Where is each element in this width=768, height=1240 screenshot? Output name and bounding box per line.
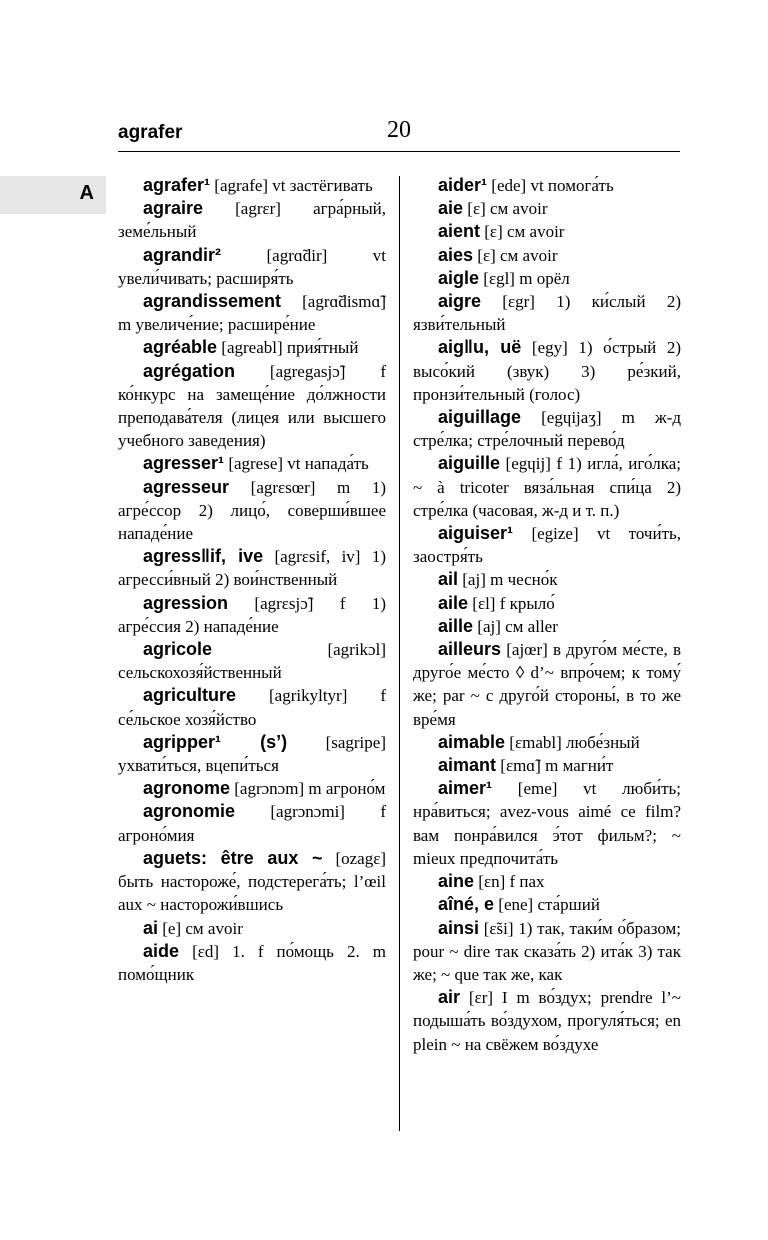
dictionary-entry xyxy=(413,870,681,893)
dictionary-entry xyxy=(118,777,386,800)
dictionary-entry xyxy=(413,406,681,452)
dictionary-entry xyxy=(413,174,681,197)
entry-headword: aigle xyxy=(438,267,480,288)
entry-headword: aies xyxy=(438,244,474,265)
dictionary-entry xyxy=(118,592,386,638)
dictionary-entry xyxy=(118,940,386,986)
dictionary-entry xyxy=(118,197,386,243)
entry-definition: [ajœr] в друго́м ме́сте, в друго́е ме́сто ◊ d’~ впро́чем; к тому́ же; par ~ с друго́й стороны́, в то же вре́мя xyxy=(413,640,681,729)
entry-definition: [sagripe] ухвати́ться, вцепи́ться xyxy=(118,732,386,776)
entry-headword: aide xyxy=(143,940,180,961)
entry-definition: [agrɛsœr] m 1) агре́ссор 2) лицо́, соверши́вшее нападе́ние xyxy=(118,477,386,544)
dictionary-entry xyxy=(118,800,386,846)
entry-headword: aîné, e xyxy=(438,894,495,915)
entry-definition: [egɥijaʒ] m ж-д стре́лка; стре́лочный перево́д xyxy=(413,408,681,451)
entry-headword: agrafer¹ xyxy=(143,175,211,195)
entry-headword: aine xyxy=(438,871,475,892)
dictionary-entry xyxy=(413,336,681,406)
letter-tab-label: A xyxy=(79,182,94,204)
dictionary-entry xyxy=(118,476,386,546)
dictionary-entry xyxy=(413,592,681,615)
entry-definition: [agrafe] vt застёгивать xyxy=(210,176,373,195)
dictionary-column-right xyxy=(413,174,681,1056)
dictionary-entry xyxy=(118,545,386,591)
entry-definition: [egy] 1) о́стрый 2) высо́кий (звук) 3) ре́зкий, пронзи́тельный (голос) xyxy=(413,338,681,404)
entry-headword: agraire xyxy=(143,198,204,219)
entry-headword: agrandir² xyxy=(143,244,222,265)
running-header xyxy=(118,117,680,152)
entry-headword: agronomie xyxy=(143,801,236,822)
entry-definition: [agrɛr] агра́рный, земе́льный xyxy=(118,199,386,242)
dictionary-entry xyxy=(118,174,386,197)
dictionary-column-left xyxy=(118,174,386,986)
entry-definition: [agrɔnɔm] m агроно́м xyxy=(230,779,386,799)
entry-definition: [agrɛsif, iv] 1) агресси́вный 2) вои́нственный xyxy=(118,547,386,590)
entry-headword: aigre xyxy=(438,291,482,312)
dictionary-entry xyxy=(413,777,681,870)
dictionary-entry xyxy=(118,638,386,684)
dictionary-entry xyxy=(413,244,681,267)
entry-headword: aguets: être aux ~ xyxy=(143,847,323,868)
entry-definition: [ɛn] f пах xyxy=(474,872,545,892)
dictionary-entry xyxy=(413,986,681,1056)
dictionary-entry xyxy=(413,452,681,522)
entry-headword: ailleurs xyxy=(438,639,502,660)
dictionary-entry xyxy=(118,684,386,730)
dictionary-entry xyxy=(118,452,386,475)
dictionary-entry xyxy=(413,522,681,568)
dictionary-entry xyxy=(413,267,681,290)
dictionary-entry xyxy=(118,290,386,336)
dictionary-entry xyxy=(413,615,681,638)
entry-headword: agricole xyxy=(143,639,213,660)
dictionary-entry xyxy=(118,847,386,917)
entry-definition: [agrikɔl] сельскохозя́йственный xyxy=(118,640,386,683)
entry-headword: agréable xyxy=(143,337,218,358)
entry-definition: [ene] ста́рший xyxy=(494,895,600,915)
letter-tab xyxy=(0,176,106,214)
entry-headword: ai xyxy=(143,917,159,938)
entry-definition: [ɛr] I m во́здух; prendre l’~ подыша́ть во́здухом, прогуля́ться; en plein ~ на свёжем во́здухе xyxy=(413,988,681,1054)
entry-definition: [agrɛsjɔ̃] f 1) агре́ссия 2) нападе́ние xyxy=(118,593,386,636)
entry-definition: [egɥij] f 1) игла́, иго́лка; ~ à tricoter вяза́льная спи́ца 2) стре́лка (часовая, ж-д и т. п.) xyxy=(413,454,681,520)
entry-headword: aient xyxy=(438,221,481,242)
dictionary-entry xyxy=(118,917,386,940)
dictionary-entry xyxy=(118,731,386,777)
dictionary-entry xyxy=(118,360,386,453)
entry-headword: agrandissement xyxy=(143,291,282,312)
entry-headword: aille xyxy=(438,615,474,636)
dictionary-entry xyxy=(118,336,386,359)
entry-definition: [ɛ] см avoir xyxy=(480,222,565,242)
entry-headword: air xyxy=(438,987,461,1008)
entry-headword: ainsi xyxy=(438,917,480,938)
entry-headword: aimer¹ xyxy=(438,778,493,799)
entry-definition: [aj] см aller xyxy=(473,616,558,636)
entry-definition: [ɛgr] 1) ки́слый 2) язви́тельный xyxy=(413,292,681,335)
entry-headword: agresser¹ xyxy=(143,453,225,474)
entry-headword: agression xyxy=(143,592,229,613)
entry-definition: [ede] vt помога́ть xyxy=(487,176,614,195)
dictionary-entry xyxy=(118,244,386,290)
entry-definition: [ozagɛ] быть настороже́, подстерега́ть; l’œil aux ~ насторожи́вшись xyxy=(118,848,386,915)
dictionary-entry xyxy=(413,638,681,731)
entry-definition: [ɛgl] m орёл xyxy=(479,268,570,288)
header-headword: agrafer xyxy=(118,122,183,143)
entry-definition: [aj] m чесно́к xyxy=(458,570,558,590)
entry-headword: aile xyxy=(438,592,469,613)
entry-headword: agriculture xyxy=(143,685,237,706)
entry-definition: [e] см avoir xyxy=(158,918,243,938)
dictionary-entry xyxy=(413,754,681,777)
entry-definition: [egize] vt точи́ть, заостря́ть xyxy=(413,524,681,567)
entry-headword: agripper¹ (s’) xyxy=(143,731,288,752)
dictionary-entry xyxy=(413,731,681,754)
entry-headword: agresseur xyxy=(143,476,230,497)
entry-headword: ail xyxy=(438,569,459,590)
entry-definition: [ɛ] см avoir xyxy=(463,199,548,219)
entry-definition: [ɛmabl] любе́зный xyxy=(505,732,640,752)
page-number: 20 xyxy=(387,117,411,143)
entry-definition: [agrɔnɔmi] f агроно́мия xyxy=(118,802,386,845)
entry-definition: [agregasjɔ̃] f ко́нкурс на замеще́ние до́лжности преподава́теля (лицея или высшего учебного заведения) xyxy=(118,361,386,451)
entry-headword: aimant xyxy=(438,755,497,776)
dictionary-entry xyxy=(413,917,681,987)
entry-headword: agronome xyxy=(143,778,231,799)
entry-headword: aiguiser¹ xyxy=(438,523,514,544)
entry-definition: [eme] vt люби́ть; нра́виться; avez-vous aimé ce film? вам понра́вился э́тот фильм?; ~ mieux предпочита́ть xyxy=(413,779,681,868)
entry-definition: [ɛd] 1. f по́мощь 2. m помо́щник xyxy=(118,941,386,984)
entry-headword: aider¹ xyxy=(438,175,488,195)
entry-headword: aie xyxy=(438,198,464,219)
entry-definition: [agreabl] прия́тный xyxy=(217,338,359,358)
entry-definition: [agrɑ̃dismɑ̃] m увеличе́ние; расшире́ние xyxy=(118,292,386,335)
entry-headword: aiguille xyxy=(438,453,501,474)
entry-definition: [ɛ] см avoir xyxy=(473,245,558,265)
entry-definition: [ɛmɑ̃] m магни́т xyxy=(496,756,614,776)
entry-headword: aig‖u, uë xyxy=(438,337,522,358)
entry-definition: [agrikyltyr] f се́льское хозя́йство xyxy=(118,686,386,729)
dictionary-entry xyxy=(413,893,681,916)
entry-definition: [ɛl] f крыло́ xyxy=(468,593,555,613)
entry-headword: agress‖if, ive xyxy=(143,546,264,567)
dictionary-entry xyxy=(413,197,681,220)
dictionary-entry xyxy=(413,568,681,591)
dictionary-entry xyxy=(413,290,681,336)
entry-headword: aimable xyxy=(438,731,506,752)
entry-definition: [ɛ̃si] 1) так, таки́м о́бразом; pour ~ dire так сказа́ть 2) ита́к 3) так же; ~ que так же, как xyxy=(413,918,681,984)
entry-definition: [agrese] vt напада́ть xyxy=(224,454,369,474)
entry-headword: aiguillage xyxy=(438,407,522,428)
column-divider xyxy=(399,176,400,1131)
dictionary-entry xyxy=(413,220,681,243)
entry-definition: [agrɑ̃dir] vt увели́чивать; расширя́ть xyxy=(118,245,386,288)
entry-headword: agrégation xyxy=(143,360,236,381)
